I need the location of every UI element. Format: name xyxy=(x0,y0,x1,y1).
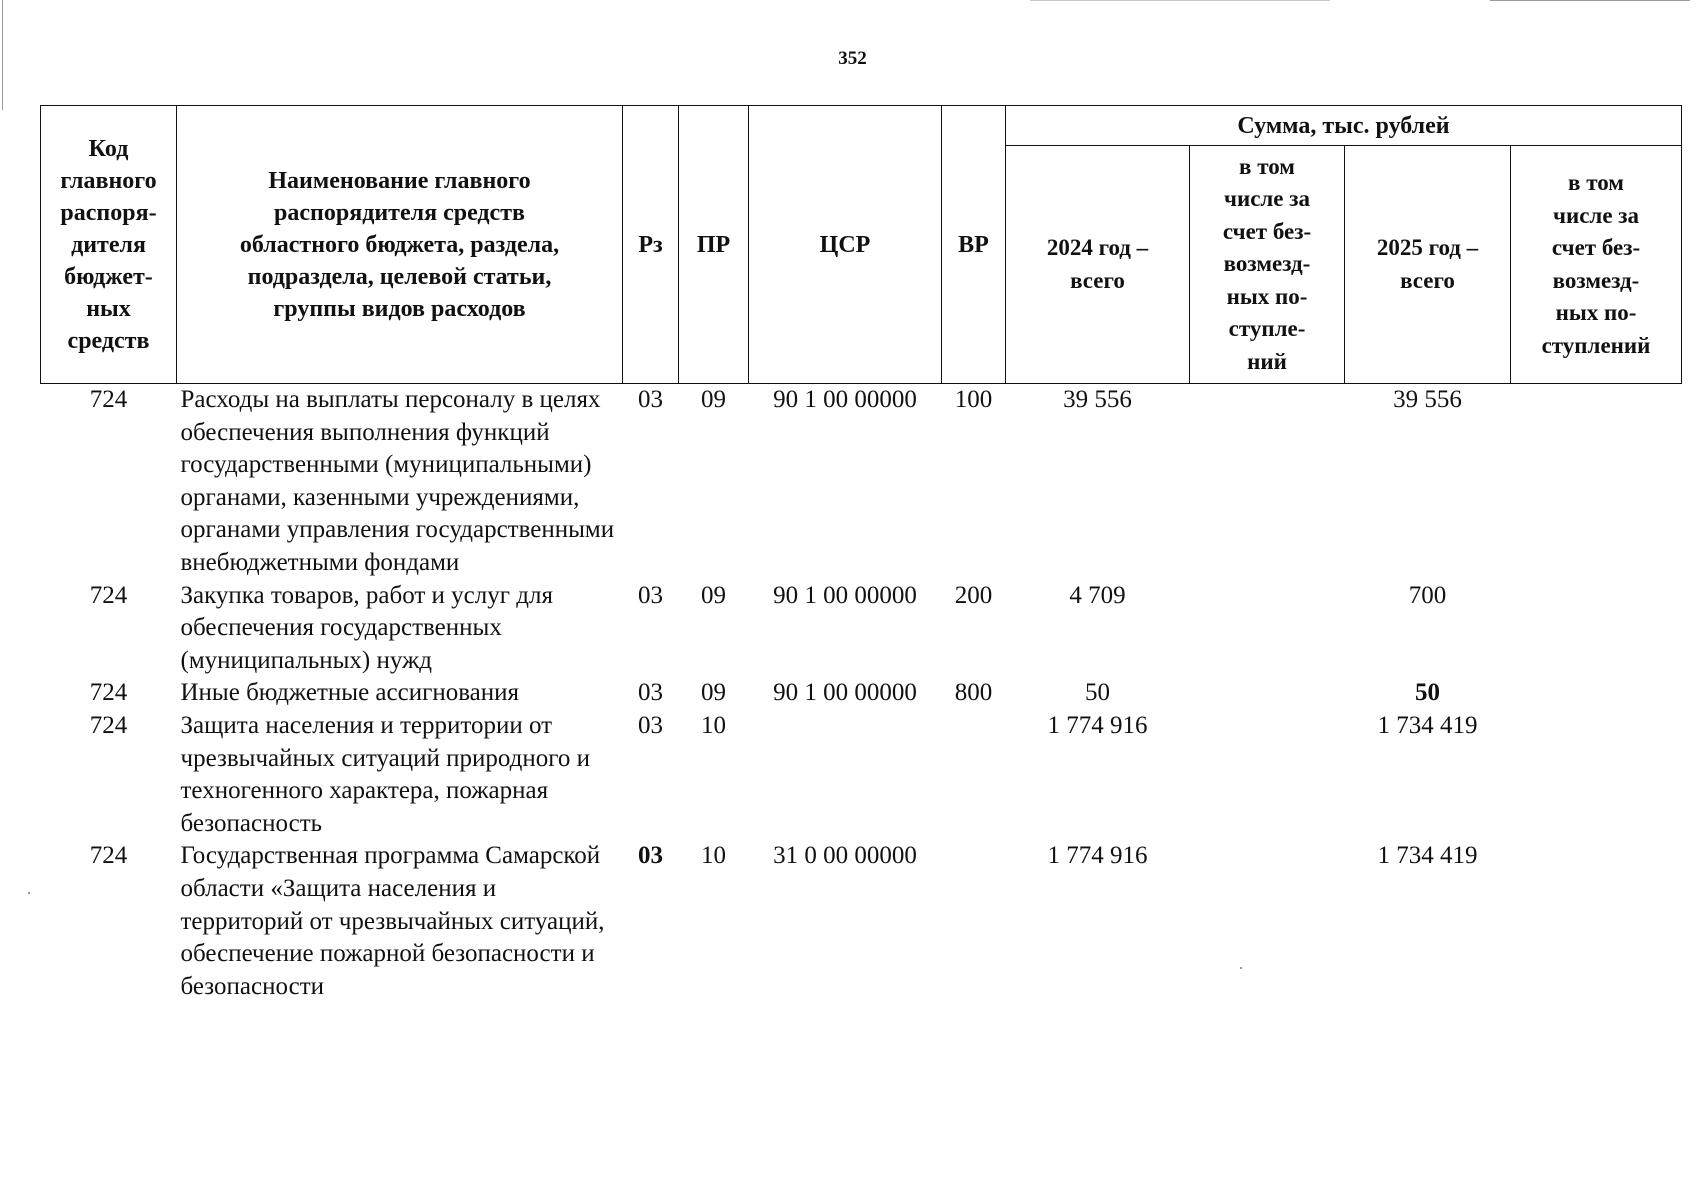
header-2025-total: 2025 год – всего xyxy=(1345,146,1511,384)
cell-2024-grants xyxy=(1190,677,1345,710)
cell-2024-total: 50 xyxy=(1085,679,1110,707)
cell-rz: 03 xyxy=(638,679,663,707)
header-csr: ЦСР xyxy=(749,106,942,384)
page-number: 352 xyxy=(838,48,867,69)
table-body xyxy=(41,384,1682,1004)
cell-name: Расходы на выплаты персоналу в целях обеспечения выполнения функций государственными (муниципальными) органами, казенными учреждениями, органами управления государственными внебюджетными фондами xyxy=(180,386,615,576)
cell-vr: 800 xyxy=(954,679,993,707)
cell-name: Иные бюджетные ассигнования xyxy=(180,679,520,707)
cell-2024-grants xyxy=(1190,580,1345,678)
scan-edge xyxy=(1490,0,1690,1)
cell-csr xyxy=(749,710,942,840)
scan-speck xyxy=(28,892,30,894)
cell-2025-total: 1 734 419 xyxy=(1377,842,1478,870)
cell-vr: 100 xyxy=(954,386,993,413)
cell-csr: 90 1 00 00000 xyxy=(773,386,917,413)
cell-rz: 03 xyxy=(638,842,663,870)
table-row xyxy=(41,677,1682,710)
cell-2025-total: 700 xyxy=(1408,581,1447,609)
cell-code: 724 xyxy=(89,711,128,739)
cell-2024-grants xyxy=(1190,840,1345,1003)
cell-2025-grants xyxy=(1511,710,1682,840)
cell-name: Защита населения и территории от чрезвычайных ситуаций природного и техногенного характера, пожарная безопасность xyxy=(180,711,591,837)
budget-table xyxy=(40,105,1682,1003)
cell-2025-grants xyxy=(1511,840,1682,1003)
cell-vr xyxy=(942,840,1006,1003)
cell-2025-grants xyxy=(1511,580,1682,678)
cell-pr: 10 xyxy=(701,711,726,739)
cell-csr: 90 1 00 00000 xyxy=(773,679,917,707)
table-row xyxy=(41,710,1682,840)
header-vr: ВР xyxy=(942,106,1006,384)
cell-2025-grants xyxy=(1511,677,1682,710)
cell-pr: 10 xyxy=(701,842,726,870)
header-2024-grants: в том числе за счет без- возмезд- ных по- ступле- ний xyxy=(1190,146,1345,384)
cell-csr: 31 0 00 00000 xyxy=(773,842,917,870)
cell-pr: 09 xyxy=(701,386,726,413)
table-row xyxy=(41,384,1682,580)
cell-2025-total: 1 734 419 xyxy=(1377,711,1478,739)
cell-name: Государственная программа Самарской области «Защита населения и территорий от чрезвычайных ситуаций, обеспечение пожарной безопасности и безопасности xyxy=(180,842,605,1000)
header-rz: Рз xyxy=(623,106,679,384)
cell-vr xyxy=(942,710,1006,840)
cell-rz: 03 xyxy=(638,581,663,609)
scan-edge xyxy=(1030,0,1330,1)
cell-code: 724 xyxy=(89,679,128,707)
cell-rz: 03 xyxy=(638,711,663,739)
cell-2024-total: 1 774 916 xyxy=(1047,711,1148,739)
cell-2024-total: 1 774 916 xyxy=(1047,842,1148,870)
table-row xyxy=(41,580,1682,678)
cell-2025-grants xyxy=(1511,384,1682,580)
header-2025-grants: в том числе за счет без- возмезд- ных по- ступлений xyxy=(1511,146,1682,384)
header-pr: ПР xyxy=(679,106,749,384)
cell-2024-grants xyxy=(1190,384,1345,580)
cell-rz: 03 xyxy=(638,386,663,413)
cell-2025-total: 50 xyxy=(1415,679,1440,707)
table-header xyxy=(41,106,1682,384)
header-name: Наименование главного распорядителя средств областного бюджета, раздела, подраздела, целевой статьи, группы видов расходов xyxy=(177,106,623,384)
header-sum-group: Сумма, тыс. рублей xyxy=(1006,106,1682,146)
cell-2024-total: 39 556 xyxy=(1063,386,1132,413)
cell-pr: 09 xyxy=(701,679,726,707)
cell-2024-grants xyxy=(1190,710,1345,840)
cell-2025-total: 39 556 xyxy=(1393,386,1462,413)
cell-2024-total: 4 709 xyxy=(1069,581,1126,609)
cell-code: 724 xyxy=(89,386,128,413)
cell-name: Закупка товаров, работ и услуг для обеспечения государственных (муниципальных) нужд xyxy=(180,581,553,674)
cell-vr: 200 xyxy=(954,581,993,609)
cell-code: 724 xyxy=(89,842,128,870)
table-row xyxy=(41,840,1682,1003)
header-2024-total: 2024 год – всего xyxy=(1006,146,1190,384)
cell-pr: 09 xyxy=(701,581,726,609)
header-code: Код главного распоря- дителя бюджет- ных средств xyxy=(41,106,177,384)
cell-csr: 90 1 00 00000 xyxy=(773,581,917,609)
cell-code: 724 xyxy=(89,581,128,609)
